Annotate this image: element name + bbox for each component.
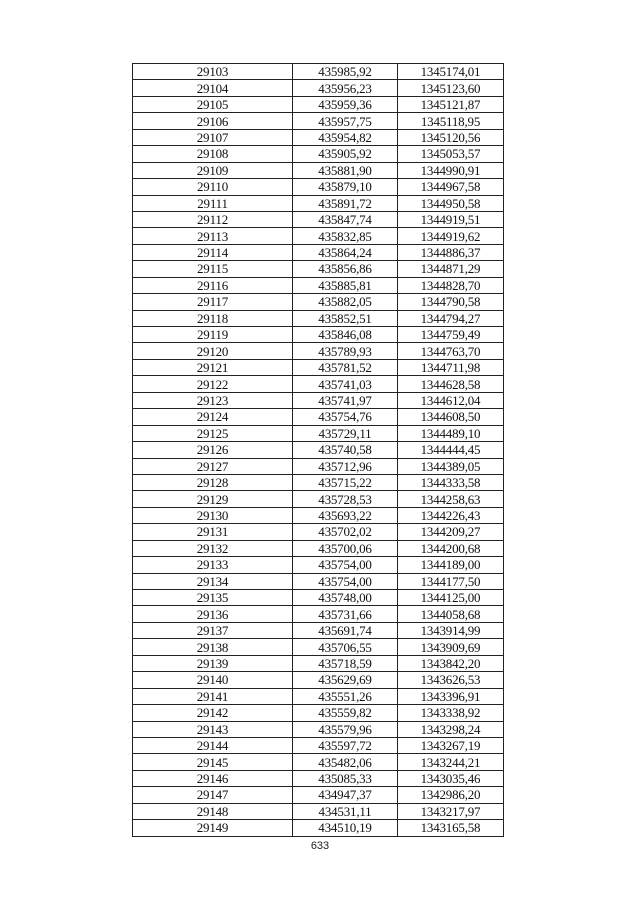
point-number-cell: 29121	[133, 359, 293, 375]
x-coordinate-cell: 435885,81	[293, 277, 398, 293]
table-row	[133, 96, 504, 112]
point-number-cell: 29124	[133, 409, 293, 425]
y-coordinate-cell: 1345053,57	[398, 146, 504, 162]
y-coordinate-cell: 1344177,50	[398, 573, 504, 589]
table-row	[133, 770, 504, 786]
x-coordinate-cell: 435879,10	[293, 179, 398, 195]
point-number-cell: 29106	[133, 113, 293, 129]
y-coordinate-cell: 1343842,20	[398, 655, 504, 671]
y-coordinate-cell: 1344919,62	[398, 228, 504, 244]
x-coordinate-cell: 435085,33	[293, 770, 398, 786]
y-coordinate-cell: 1344125,00	[398, 590, 504, 606]
point-number-cell: 29120	[133, 343, 293, 359]
table-row	[133, 80, 504, 96]
table-row	[133, 129, 504, 145]
point-number-cell: 29122	[133, 376, 293, 392]
point-number-cell: 29148	[133, 803, 293, 819]
y-coordinate-cell: 1343165,58	[398, 820, 504, 836]
point-number-cell: 29123	[133, 392, 293, 408]
table-row	[133, 524, 504, 540]
table-row	[133, 294, 504, 310]
table-row	[133, 820, 504, 836]
x-coordinate-cell: 435864,24	[293, 244, 398, 260]
y-coordinate-cell: 1343217,97	[398, 803, 504, 819]
x-coordinate-cell: 435579,96	[293, 721, 398, 737]
table-row	[133, 590, 504, 606]
point-number-cell: 29105	[133, 96, 293, 112]
y-coordinate-cell: 1343267,19	[398, 737, 504, 753]
x-coordinate-cell: 435956,23	[293, 80, 398, 96]
y-coordinate-cell: 1344189,00	[398, 557, 504, 573]
y-coordinate-cell: 1344209,27	[398, 524, 504, 540]
coordinates-table-body	[133, 64, 504, 837]
table-row	[133, 113, 504, 129]
table-row	[133, 179, 504, 195]
y-coordinate-cell: 1343298,24	[398, 721, 504, 737]
y-coordinate-cell: 1342986,20	[398, 787, 504, 803]
table-row	[133, 507, 504, 523]
x-coordinate-cell: 435954,82	[293, 129, 398, 145]
y-coordinate-cell: 1344608,50	[398, 409, 504, 425]
y-coordinate-cell: 1343244,21	[398, 754, 504, 770]
table-row	[133, 491, 504, 507]
y-coordinate-cell: 1344950,58	[398, 195, 504, 211]
table-row	[133, 277, 504, 293]
point-number-cell: 29130	[133, 507, 293, 523]
page-number: 633	[310, 840, 330, 852]
table-row	[133, 343, 504, 359]
y-coordinate-cell: 1344226,43	[398, 507, 504, 523]
point-number-cell: 29125	[133, 425, 293, 441]
point-number-cell: 29146	[133, 770, 293, 786]
x-coordinate-cell: 435715,22	[293, 474, 398, 490]
x-coordinate-cell: 435905,92	[293, 146, 398, 162]
y-coordinate-cell: 1345120,56	[398, 129, 504, 145]
y-coordinate-cell: 1344333,58	[398, 474, 504, 490]
table-row	[133, 359, 504, 375]
x-coordinate-cell: 435597,72	[293, 737, 398, 753]
y-coordinate-cell: 1344058,68	[398, 606, 504, 622]
table-row	[133, 162, 504, 178]
point-number-cell: 29110	[133, 179, 293, 195]
point-number-cell: 29132	[133, 540, 293, 556]
x-coordinate-cell: 435832,85	[293, 228, 398, 244]
y-coordinate-cell: 1344258,63	[398, 491, 504, 507]
table-row	[133, 244, 504, 260]
x-coordinate-cell: 435781,52	[293, 359, 398, 375]
y-coordinate-cell: 1343338,92	[398, 705, 504, 721]
x-coordinate-cell: 435748,00	[293, 590, 398, 606]
point-number-cell: 29143	[133, 721, 293, 737]
x-coordinate-cell: 435985,92	[293, 64, 398, 80]
point-number-cell: 29118	[133, 310, 293, 326]
x-coordinate-cell: 435741,97	[293, 392, 398, 408]
table-row	[133, 195, 504, 211]
point-number-cell: 29113	[133, 228, 293, 244]
table-row	[133, 639, 504, 655]
y-coordinate-cell: 1344886,37	[398, 244, 504, 260]
point-number-cell: 29135	[133, 590, 293, 606]
x-coordinate-cell: 435852,51	[293, 310, 398, 326]
x-coordinate-cell: 435729,11	[293, 425, 398, 441]
x-coordinate-cell: 435706,55	[293, 639, 398, 655]
x-coordinate-cell: 435891,72	[293, 195, 398, 211]
x-coordinate-cell: 435700,06	[293, 540, 398, 556]
point-number-cell: 29138	[133, 639, 293, 655]
y-coordinate-cell: 1344489,10	[398, 425, 504, 441]
table-row	[133, 622, 504, 638]
table-row	[133, 327, 504, 343]
point-number-cell: 29119	[133, 327, 293, 343]
y-coordinate-cell: 1343396,91	[398, 688, 504, 704]
point-number-cell: 29145	[133, 754, 293, 770]
x-coordinate-cell: 435882,05	[293, 294, 398, 310]
table-row	[133, 721, 504, 737]
x-coordinate-cell: 435718,59	[293, 655, 398, 671]
x-coordinate-cell: 435881,90	[293, 162, 398, 178]
table-row	[133, 655, 504, 671]
x-coordinate-cell: 435691,74	[293, 622, 398, 638]
point-number-cell: 29131	[133, 524, 293, 540]
table-row	[133, 442, 504, 458]
x-coordinate-cell: 435629,69	[293, 672, 398, 688]
point-number-cell: 29114	[133, 244, 293, 260]
x-coordinate-cell: 435731,66	[293, 606, 398, 622]
coordinates-table	[132, 63, 504, 837]
table-row	[133, 754, 504, 770]
x-coordinate-cell: 435957,75	[293, 113, 398, 129]
x-coordinate-cell: 435959,36	[293, 96, 398, 112]
x-coordinate-cell: 435693,22	[293, 507, 398, 523]
table-row	[133, 409, 504, 425]
x-coordinate-cell: 435559,82	[293, 705, 398, 721]
y-coordinate-cell: 1344790,58	[398, 294, 504, 310]
x-coordinate-cell: 435754,76	[293, 409, 398, 425]
y-coordinate-cell: 1344711,98	[398, 359, 504, 375]
point-number-cell: 29117	[133, 294, 293, 310]
point-number-cell: 29139	[133, 655, 293, 671]
table-row	[133, 228, 504, 244]
table-row	[133, 672, 504, 688]
table-row	[133, 705, 504, 721]
x-coordinate-cell: 435741,03	[293, 376, 398, 392]
y-coordinate-cell: 1344990,91	[398, 162, 504, 178]
y-coordinate-cell: 1344612,04	[398, 392, 504, 408]
table-row	[133, 211, 504, 227]
point-number-cell: 29137	[133, 622, 293, 638]
x-coordinate-cell: 435754,00	[293, 573, 398, 589]
table-row	[133, 458, 504, 474]
x-coordinate-cell: 435482,06	[293, 754, 398, 770]
point-number-cell: 29128	[133, 474, 293, 490]
point-number-cell: 29103	[133, 64, 293, 80]
x-coordinate-cell: 434510,19	[293, 820, 398, 836]
y-coordinate-cell: 1344444,45	[398, 442, 504, 458]
x-coordinate-cell: 435728,53	[293, 491, 398, 507]
point-number-cell: 29112	[133, 211, 293, 227]
y-coordinate-cell: 1345123,60	[398, 80, 504, 96]
point-number-cell: 29107	[133, 129, 293, 145]
y-coordinate-cell: 1343626,53	[398, 672, 504, 688]
table-row	[133, 737, 504, 753]
x-coordinate-cell: 435551,26	[293, 688, 398, 704]
point-number-cell: 29111	[133, 195, 293, 211]
y-coordinate-cell: 1344200,68	[398, 540, 504, 556]
y-coordinate-cell: 1344871,29	[398, 261, 504, 277]
x-coordinate-cell: 435789,93	[293, 343, 398, 359]
table-row	[133, 573, 504, 589]
y-coordinate-cell: 1344794,27	[398, 310, 504, 326]
y-coordinate-cell: 1345118,95	[398, 113, 504, 129]
table-row	[133, 688, 504, 704]
table-row	[133, 146, 504, 162]
point-number-cell: 29134	[133, 573, 293, 589]
x-coordinate-cell: 435702,02	[293, 524, 398, 540]
y-coordinate-cell: 1344759,49	[398, 327, 504, 343]
y-coordinate-cell: 1344967,58	[398, 179, 504, 195]
table-row	[133, 606, 504, 622]
y-coordinate-cell: 1343914,99	[398, 622, 504, 638]
point-number-cell: 29115	[133, 261, 293, 277]
y-coordinate-cell: 1344919,51	[398, 211, 504, 227]
x-coordinate-cell: 435740,58	[293, 442, 398, 458]
point-number-cell: 29147	[133, 787, 293, 803]
point-number-cell: 29104	[133, 80, 293, 96]
point-number-cell: 29149	[133, 820, 293, 836]
table-row	[133, 392, 504, 408]
table-row	[133, 803, 504, 819]
table-row	[133, 310, 504, 326]
point-number-cell: 29109	[133, 162, 293, 178]
table-row	[133, 64, 504, 80]
point-number-cell: 29136	[133, 606, 293, 622]
table-row	[133, 787, 504, 803]
y-coordinate-cell: 1345174,01	[398, 64, 504, 80]
x-coordinate-cell: 435847,74	[293, 211, 398, 227]
x-coordinate-cell: 435712,96	[293, 458, 398, 474]
table-row	[133, 474, 504, 490]
point-number-cell: 29141	[133, 688, 293, 704]
point-number-cell: 29133	[133, 557, 293, 573]
point-number-cell: 29127	[133, 458, 293, 474]
x-coordinate-cell: 435856,86	[293, 261, 398, 277]
x-coordinate-cell: 435846,08	[293, 327, 398, 343]
point-number-cell: 29144	[133, 737, 293, 753]
point-number-cell: 29142	[133, 705, 293, 721]
x-coordinate-cell: 434531,11	[293, 803, 398, 819]
y-coordinate-cell: 1344763,70	[398, 343, 504, 359]
y-coordinate-cell: 1343909,69	[398, 639, 504, 655]
y-coordinate-cell: 1343035,46	[398, 770, 504, 786]
y-coordinate-cell: 1344628,58	[398, 376, 504, 392]
table-row	[133, 261, 504, 277]
point-number-cell: 29126	[133, 442, 293, 458]
x-coordinate-cell: 435754,00	[293, 557, 398, 573]
table-row	[133, 376, 504, 392]
y-coordinate-cell: 1344389,05	[398, 458, 504, 474]
point-number-cell: 29140	[133, 672, 293, 688]
x-coordinate-cell: 434947,37	[293, 787, 398, 803]
point-number-cell: 29116	[133, 277, 293, 293]
y-coordinate-cell: 1344828,70	[398, 277, 504, 293]
table-row	[133, 557, 504, 573]
y-coordinate-cell: 1345121,87	[398, 96, 504, 112]
table-row	[133, 425, 504, 441]
point-number-cell: 29108	[133, 146, 293, 162]
point-number-cell: 29129	[133, 491, 293, 507]
table-row	[133, 540, 504, 556]
